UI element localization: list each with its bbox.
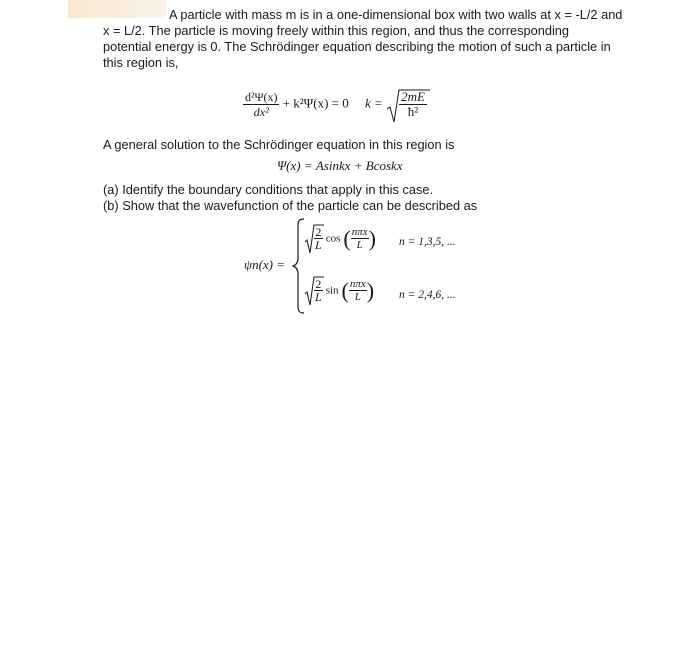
sin-close-paren: ): [366, 277, 375, 303]
sqrt-radical-icon: [304, 224, 324, 254]
problem-intro: [103, 7, 663, 71]
sin-sqrt-den: L: [315, 290, 322, 304]
sin-argument: [349, 278, 367, 303]
cos-arg-num: nπx: [351, 226, 368, 238]
intro-line-3: potential energy is 0. The Schrödinger equation describing the motion of such a particle in: [103, 39, 611, 54]
piecewise-lhs: ψn(x) =: [244, 257, 286, 272]
sqrt-radical-icon: [386, 89, 430, 123]
sin-arg-num: nπx: [349, 278, 366, 290]
k-sqrt: [386, 90, 427, 119]
intro-line-1: A particle with mass m is in a one-dimensional box with two walls at x = -L/2 and: [169, 7, 623, 22]
second-derivative-fraction: [243, 90, 279, 119]
sin-open-paren: (: [341, 277, 349, 303]
condition-odd: n = 1,3,5, ...: [399, 236, 456, 248]
equation-rest: + k²Ψ(x) = 0: [282, 95, 349, 111]
sin-sqrt: [304, 278, 323, 303]
schrodinger-equation: [243, 90, 427, 119]
k-label: k =: [365, 95, 383, 111]
condition-even: n = 2,4,6, ...: [399, 289, 456, 301]
cos-sqrt-den: L: [315, 238, 322, 252]
cos-case: [304, 226, 376, 251]
part-a: (a) Identify the boundary conditions that apply in this case.: [103, 182, 434, 197]
k-denominator: ħ²: [407, 104, 419, 119]
cos-sqrt: [304, 226, 323, 251]
general-solution-equation: Ψ(x) = Asinkx + Bcoskx: [277, 158, 403, 173]
sin-sqrt-num: 2: [315, 277, 322, 291]
derivative-denominator: dx²: [253, 105, 269, 119]
general-solution-text: A general solution to the Schrödinger equation in this region is: [103, 137, 455, 152]
derivative-numerator: d²Ψ(x): [245, 90, 278, 104]
part-b: (b) Show that the wavefunction of the particle can be described as: [103, 198, 478, 213]
cos-argument: [351, 226, 369, 251]
cos-sqrt-num: 2: [315, 225, 322, 239]
cos-function: cos: [325, 232, 341, 245]
cos-open-paren: (: [343, 225, 351, 251]
cos-arg-den: L: [356, 239, 363, 251]
sin-arg-den: L: [354, 291, 361, 303]
k-numerator: 2mE: [401, 89, 425, 104]
sqrt-radical-icon: [304, 276, 324, 306]
sin-case: [304, 278, 374, 303]
sin-function: sin: [325, 284, 339, 297]
intro-line-2: x = L/2. The particle is moving freely within this region, and thus the corresponding: [103, 23, 570, 38]
question-parts: [103, 182, 477, 214]
cos-close-paren: ): [368, 225, 376, 251]
intro-line-4: this region is,: [103, 55, 179, 70]
